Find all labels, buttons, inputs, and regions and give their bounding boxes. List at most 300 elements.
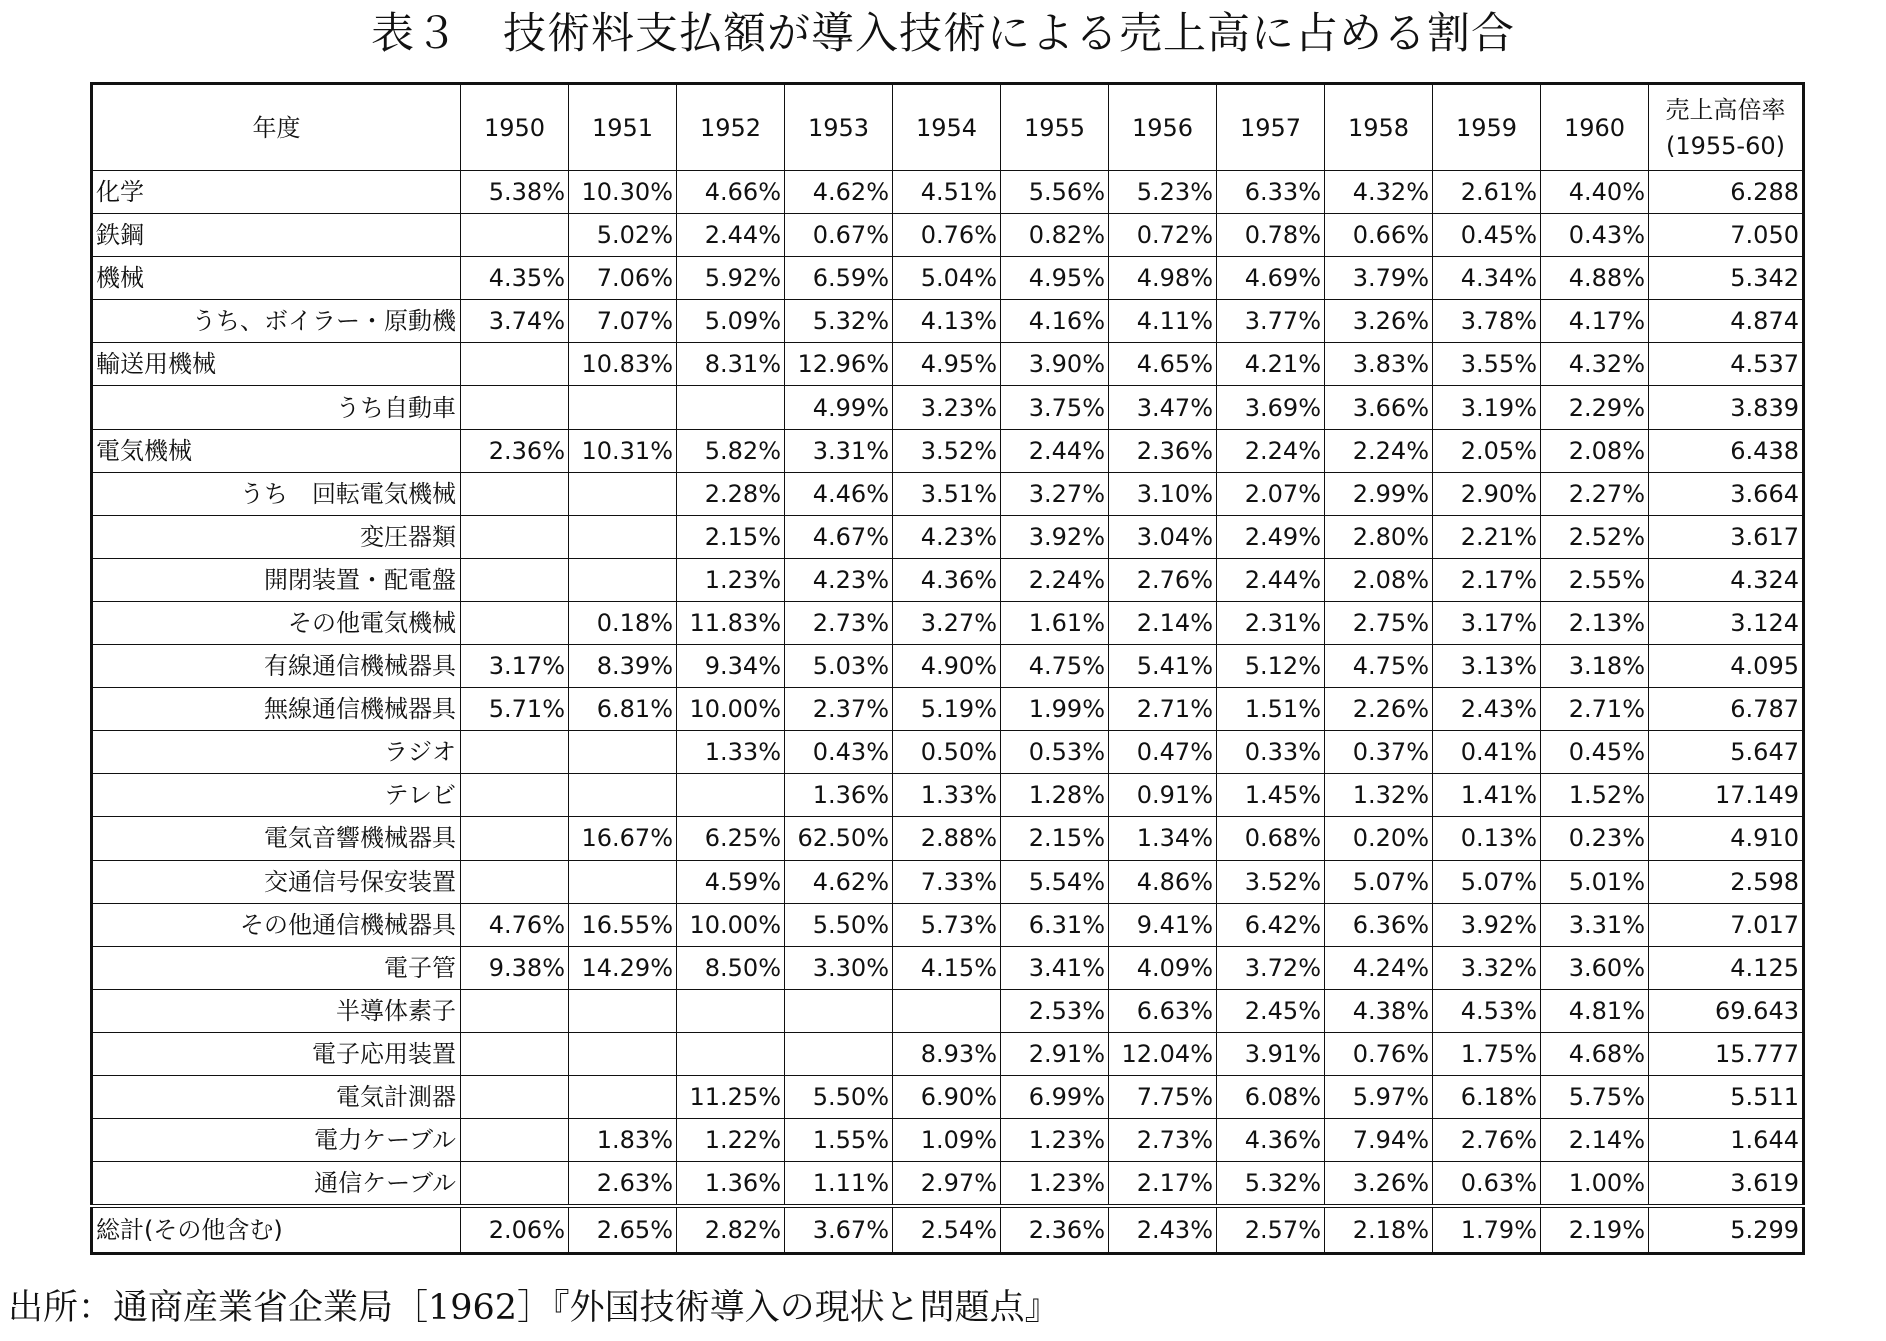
value-cell: 1.00% [1541,1162,1649,1207]
row-label: その他電気機械 [92,601,461,644]
value-cell: 2.71% [1109,688,1217,731]
value-cell: 3.60% [1541,946,1649,989]
value-cell: 4.81% [1541,989,1649,1032]
value-cell: 5.01% [1541,860,1649,903]
row-label: 電子応用装置 [92,1032,461,1075]
value-cell: 5.02% [569,214,677,257]
value-cell: 10.30% [569,171,677,214]
header-multiplier [1649,84,1804,171]
table-row [92,903,1804,946]
value-cell: 3.55% [1433,343,1541,386]
value-cell: 2.44% [1001,429,1109,472]
value-cell: 3.51% [893,472,1001,515]
value-cell: 12.04% [1109,1032,1217,1075]
value-cell: 2.63% [569,1162,677,1207]
value-cell: 5.03% [785,645,893,688]
table-row [92,171,1804,214]
header-year-cell: 1958 [1325,84,1433,171]
value-cell: 2.99% [1325,472,1433,515]
value-cell [461,386,569,429]
row-label: 変圧器類 [92,515,461,558]
row-label: 通信ケーブル [92,1162,461,1207]
row-label: テレビ [92,774,461,817]
value-cell: 16.67% [569,817,677,860]
value-cell: 0.23% [1541,817,1649,860]
value-cell: 4.11% [1109,300,1217,343]
value-cell: 3.72% [1217,946,1325,989]
total-value-cell: 2.82% [677,1206,785,1254]
value-cell: 9.38% [461,946,569,989]
value-cell: 6.08% [1217,1075,1325,1118]
value-cell: 4.38% [1325,989,1433,1032]
value-cell: 4.09% [1109,946,1217,989]
value-cell: 6.18% [1433,1075,1541,1118]
value-cell: 2.14% [1541,1119,1649,1162]
value-cell: 4.32% [1541,343,1649,386]
multiplier-cell: 5.342 [1649,257,1804,300]
table-row [92,1032,1804,1075]
value-cell [569,989,677,1032]
value-cell: 2.90% [1433,472,1541,515]
value-cell: 1.33% [677,731,785,774]
value-cell [893,989,1001,1032]
value-cell [569,558,677,601]
value-cell: 8.31% [677,343,785,386]
total-value-cell: 3.67% [785,1206,893,1254]
value-cell: 2.17% [1109,1162,1217,1207]
value-cell: 0.76% [1325,1032,1433,1075]
value-cell: 0.45% [1433,214,1541,257]
header-year-label: 年度 [92,84,461,171]
value-cell: 6.59% [785,257,893,300]
value-cell: 2.52% [1541,515,1649,558]
value-cell: 2.21% [1433,515,1541,558]
header-year-cell: 1956 [1109,84,1217,171]
table-row [92,1119,1804,1162]
value-cell: 2.24% [1325,429,1433,472]
value-cell: 10.00% [677,903,785,946]
value-cell [461,1075,569,1118]
value-cell: 2.13% [1541,601,1649,644]
table-row [92,774,1804,817]
value-cell: 1.99% [1001,688,1109,731]
multiplier-cell: 4.095 [1649,645,1804,688]
value-cell: 1.55% [785,1119,893,1162]
value-cell: 6.33% [1217,171,1325,214]
row-label: 輸送用機械 [92,343,461,386]
value-cell: 1.22% [677,1119,785,1162]
value-cell: 6.99% [1001,1075,1109,1118]
value-cell: 4.13% [893,300,1001,343]
value-cell: 1.23% [1001,1162,1109,1207]
value-cell: 0.50% [893,731,1001,774]
table-row [92,257,1804,300]
value-cell: 10.83% [569,343,677,386]
value-cell: 4.88% [1541,257,1649,300]
value-cell: 4.62% [785,860,893,903]
value-cell: 4.95% [1001,257,1109,300]
value-cell: 3.90% [1001,343,1109,386]
value-cell: 14.29% [569,946,677,989]
value-cell: 4.51% [893,171,1001,214]
value-cell: 10.00% [677,688,785,731]
header-year-cell: 1960 [1541,84,1649,171]
value-cell [785,989,893,1032]
value-cell: 3.30% [785,946,893,989]
value-cell: 5.54% [1001,860,1109,903]
value-cell: 0.43% [785,731,893,774]
value-cell [785,1032,893,1075]
value-cell: 2.91% [1001,1032,1109,1075]
value-cell: 3.75% [1001,386,1109,429]
row-label: 電力ケーブル [92,1119,461,1162]
header-multiplier-line1: 売上高倍率 [1665,95,1786,124]
value-cell: 2.08% [1325,558,1433,601]
value-cell: 5.56% [1001,171,1109,214]
row-label: 鉄鋼 [92,214,461,257]
value-cell: 3.13% [1433,645,1541,688]
total-value-cell: 2.19% [1541,1206,1649,1254]
value-cell: 2.14% [1109,601,1217,644]
value-cell: 2.55% [1541,558,1649,601]
value-cell: 1.09% [893,1119,1001,1162]
value-cell [677,989,785,1032]
value-cell [461,515,569,558]
value-cell: 3.04% [1109,515,1217,558]
header-year-cell: 1953 [785,84,893,171]
value-cell: 3.77% [1217,300,1325,343]
multiplier-cell: 3.617 [1649,515,1804,558]
value-cell: 2.08% [1541,429,1649,472]
table-row [92,601,1804,644]
value-cell [461,601,569,644]
value-cell [569,515,677,558]
multiplier-cell: 4.910 [1649,817,1804,860]
value-cell: 5.04% [893,257,1001,300]
value-cell: 5.97% [1325,1075,1433,1118]
value-cell [461,731,569,774]
value-cell [569,1075,677,1118]
value-cell: 4.46% [785,472,893,515]
value-cell: 1.61% [1001,601,1109,644]
header-multiplier-line2: (1955-60) [1665,131,1785,160]
value-cell: 2.37% [785,688,893,731]
value-cell: 5.75% [1541,1075,1649,1118]
header-year-cell: 1950 [461,84,569,171]
header-year-cell: 1952 [677,84,785,171]
total-label: 総計(その他含む) [92,1206,461,1254]
value-cell: 5.12% [1217,645,1325,688]
multiplier-cell: 3.839 [1649,386,1804,429]
value-cell: 0.78% [1217,214,1325,257]
value-cell: 4.32% [1325,171,1433,214]
value-cell: 2.36% [1109,429,1217,472]
value-cell: 4.23% [785,558,893,601]
table-row [92,688,1804,731]
total-value-cell: 2.43% [1109,1206,1217,1254]
row-label: 電気音響機械器具 [92,817,461,860]
value-cell: 4.21% [1217,343,1325,386]
header-year-cell: 1959 [1433,84,1541,171]
value-cell: 1.75% [1433,1032,1541,1075]
value-cell: 7.07% [569,300,677,343]
row-label: その他通信機械器具 [92,903,461,946]
value-cell: 0.91% [1109,774,1217,817]
value-cell: 0.20% [1325,817,1433,860]
value-cell: 6.42% [1217,903,1325,946]
row-label: 電気機械 [92,429,461,472]
value-cell: 3.52% [1217,860,1325,903]
value-cell: 4.36% [1217,1119,1325,1162]
value-cell [569,1032,677,1075]
multiplier-cell: 6.438 [1649,429,1804,472]
value-cell: 1.28% [1001,774,1109,817]
value-cell: 5.73% [893,903,1001,946]
row-label: 電気計測器 [92,1075,461,1118]
value-cell: 6.63% [1109,989,1217,1032]
header-year-cell: 1955 [1001,84,1109,171]
value-cell [461,558,569,601]
multiplier-cell: 6.787 [1649,688,1804,731]
value-cell: 3.10% [1109,472,1217,515]
value-cell: 6.25% [677,817,785,860]
row-label: 有線通信機械器具 [92,645,461,688]
value-cell: 16.55% [569,903,677,946]
value-cell: 5.32% [1217,1162,1325,1207]
multiplier-cell: 69.643 [1649,989,1804,1032]
table-row [92,515,1804,558]
multiplier-cell: 17.149 [1649,774,1804,817]
value-cell: 5.07% [1433,860,1541,903]
value-cell: 0.45% [1541,731,1649,774]
value-cell: 2.49% [1217,515,1325,558]
value-cell: 5.19% [893,688,1001,731]
value-cell: 4.76% [461,903,569,946]
value-cell: 2.73% [1109,1119,1217,1162]
table-row [92,472,1804,515]
table-row [92,946,1804,989]
multiplier-cell: 7.017 [1649,903,1804,946]
value-cell: 1.23% [1001,1119,1109,1162]
value-cell: 1.83% [569,1119,677,1162]
value-cell: 5.38% [461,171,569,214]
row-label: うち 回転電気機械 [92,472,461,515]
value-cell: 2.27% [1541,472,1649,515]
value-cell: 4.36% [893,558,1001,601]
value-cell: 3.17% [461,645,569,688]
value-cell: 6.36% [1325,903,1433,946]
value-cell: 8.93% [893,1032,1001,1075]
value-cell: 3.91% [1217,1032,1325,1075]
value-cell: 3.47% [1109,386,1217,429]
value-cell [461,989,569,1032]
value-cell: 4.75% [1325,645,1433,688]
value-cell: 3.17% [1433,601,1541,644]
value-cell: 2.15% [1001,817,1109,860]
value-cell: 62.50% [785,817,893,860]
value-cell: 8.39% [569,645,677,688]
value-cell: 6.90% [893,1075,1001,1118]
value-cell: 3.69% [1217,386,1325,429]
value-cell: 6.81% [569,688,677,731]
value-cell: 2.07% [1217,472,1325,515]
value-cell: 3.31% [1541,903,1649,946]
value-cell [461,343,569,386]
total-value-cell: 2.06% [461,1206,569,1254]
table-row [92,1162,1804,1207]
value-cell [461,817,569,860]
row-label: うち自動車 [92,386,461,429]
value-cell: 4.23% [893,515,1001,558]
value-cell: 3.66% [1325,386,1433,429]
value-cell: 5.09% [677,300,785,343]
value-cell: 2.44% [1217,558,1325,601]
value-cell: 2.36% [461,429,569,472]
value-cell [461,472,569,515]
table-row [92,429,1804,472]
value-cell: 5.92% [677,257,785,300]
value-cell: 2.45% [1217,989,1325,1032]
value-cell: 7.75% [1109,1075,1217,1118]
header-row [92,84,1804,171]
value-cell: 3.27% [893,601,1001,644]
multiplier-cell: 4.125 [1649,946,1804,989]
value-cell: 1.32% [1325,774,1433,817]
value-cell: 4.90% [893,645,1001,688]
multiplier-cell: 4.324 [1649,558,1804,601]
value-cell: 6.31% [1001,903,1109,946]
value-cell: 3.26% [1325,300,1433,343]
row-label: うち、ボイラー・原動機 [92,300,461,343]
value-cell: 4.68% [1541,1032,1649,1075]
value-cell: 3.52% [893,429,1001,472]
value-cell: 7.94% [1325,1119,1433,1162]
value-cell: 12.96% [785,343,893,386]
total-value-cell: 2.65% [569,1206,677,1254]
value-cell: 2.31% [1217,601,1325,644]
table-row [92,731,1804,774]
value-cell: 4.62% [785,171,893,214]
value-cell: 3.27% [1001,472,1109,515]
table-row [92,343,1804,386]
value-cell: 3.79% [1325,257,1433,300]
value-cell: 2.44% [677,214,785,257]
value-cell [461,1162,569,1207]
value-cell: 0.82% [1001,214,1109,257]
value-cell: 0.33% [1217,731,1325,774]
value-cell: 2.75% [1325,601,1433,644]
value-cell: 11.83% [677,601,785,644]
value-cell: 5.23% [1109,171,1217,214]
value-cell [461,774,569,817]
multiplier-cell: 3.619 [1649,1162,1804,1207]
value-cell: 2.80% [1325,515,1433,558]
row-label: 無線通信機械器具 [92,688,461,731]
total-multiplier-cell: 5.299 [1649,1206,1804,1254]
value-cell: 1.52% [1541,774,1649,817]
value-cell: 2.61% [1433,171,1541,214]
value-cell: 0.63% [1433,1162,1541,1207]
value-cell: 2.05% [1433,429,1541,472]
value-cell: 2.15% [677,515,785,558]
value-cell: 3.19% [1433,386,1541,429]
multiplier-cell: 2.598 [1649,860,1804,903]
table-row [92,817,1804,860]
value-cell: 5.07% [1325,860,1433,903]
value-cell [461,860,569,903]
total-value-cell: 2.57% [1217,1206,1325,1254]
value-cell: 9.34% [677,645,785,688]
value-cell: 4.16% [1001,300,1109,343]
value-cell: 1.41% [1433,774,1541,817]
row-label: 開閉装置・配電盤 [92,558,461,601]
table-body [92,171,1804,1254]
value-cell: 3.23% [893,386,1001,429]
multiplier-cell: 6.288 [1649,171,1804,214]
value-cell: 1.34% [1109,817,1217,860]
value-cell: 5.82% [677,429,785,472]
value-cell: 2.17% [1433,558,1541,601]
multiplier-cell: 7.050 [1649,214,1804,257]
table-row [92,1075,1804,1118]
value-cell: 2.24% [1001,558,1109,601]
value-cell: 0.67% [785,214,893,257]
value-cell [569,774,677,817]
value-cell: 2.88% [893,817,1001,860]
value-cell: 4.15% [893,946,1001,989]
total-value-cell: 2.36% [1001,1206,1109,1254]
value-cell [677,774,785,817]
value-cell: 1.36% [677,1162,785,1207]
table-row [92,558,1804,601]
value-cell: 0.18% [569,601,677,644]
total-row [92,1206,1804,1254]
value-cell: 2.76% [1109,558,1217,601]
value-cell: 0.68% [1217,817,1325,860]
value-cell: 4.24% [1325,946,1433,989]
total-value-cell: 1.79% [1433,1206,1541,1254]
value-cell: 1.36% [785,774,893,817]
value-cell: 4.65% [1109,343,1217,386]
header-year-cell: 1957 [1217,84,1325,171]
value-cell: 2.43% [1433,688,1541,731]
value-cell: 3.74% [461,300,569,343]
value-cell: 10.31% [569,429,677,472]
value-cell: 4.53% [1433,989,1541,1032]
table-row [92,214,1804,257]
value-cell [569,472,677,515]
multiplier-cell: 4.537 [1649,343,1804,386]
value-cell: 7.06% [569,257,677,300]
value-cell: 4.75% [1001,645,1109,688]
value-cell [569,860,677,903]
value-cell: 3.92% [1433,903,1541,946]
value-cell: 0.53% [1001,731,1109,774]
row-label: 電子管 [92,946,461,989]
value-cell: 2.97% [893,1162,1001,1207]
value-cell: 0.41% [1433,731,1541,774]
value-cell [461,1119,569,1162]
value-cell: 4.35% [461,257,569,300]
source-note: 出所：通商産業省企業局［1962］『外国技術導入の現状と問題点』 [8,1288,1060,1328]
value-cell: 4.95% [893,343,1001,386]
value-cell: 2.24% [1217,429,1325,472]
value-cell: 4.34% [1433,257,1541,300]
value-cell: 0.76% [893,214,1001,257]
header-year-cell: 1954 [893,84,1001,171]
table-row [92,989,1804,1032]
value-cell: 2.53% [1001,989,1109,1032]
